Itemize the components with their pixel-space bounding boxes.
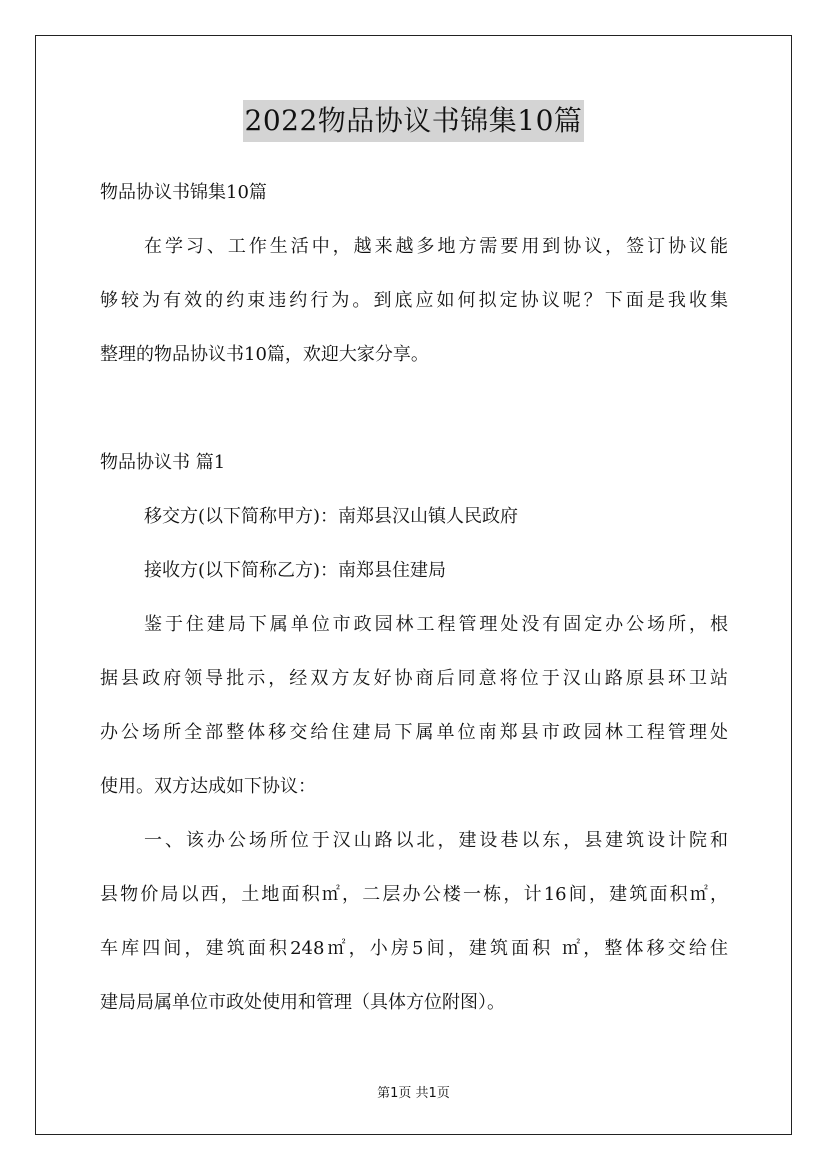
party-a-line: 移交方(以下简称甲方)：南郑县汉山镇人民政府 [144,506,519,527]
paragraph-gap [100,382,728,436]
paragraph-line: 一、该办公场所位于汉山路以北，建设巷以东，县建筑设计院和 [144,830,728,851]
page-footer: 第1页 共1页 [377,1086,450,1101]
paragraph-line: 使用。双方达成如下协议： [100,776,316,797]
intro-line: 够较为有效的约束违约行为。到底应如何拟定协议呢？下面是我收集 [100,290,728,311]
paragraph-line: 县物价局以西，土地面积㎡，二层办公楼一栋，计16间，建筑面积㎡， [100,884,728,905]
party-b-line: 接收方(以下简称乙方)：南郑县住建局 [144,560,447,581]
paragraph-line: 据县政府领导批示，经双方友好协商后同意将位于汉山路原县环卫站 [100,668,728,689]
intro-line: 在学习、工作生活中，越来越多地方需要用到协议，签订协议能 [144,236,728,257]
title-container [0,100,827,142]
paragraph-line: 鉴于住建局下属单位市政园林工程管理处没有固定办公场所，根 [144,614,728,635]
paragraph-line: 建局局属单位市政处使用和管理（具体方位附图）。 [100,992,505,1013]
section-heading: 物品协议书 篇1 [100,452,226,473]
paragraph-line: 办公场所全部整体移交给住建局下属单位南郑县市政园林工程管理处 [100,722,728,743]
document-title: 2022物品协议书锦集10篇 [243,100,585,142]
paragraph-line: 车库四间，建筑面积248㎡，小房5间，建筑面积 ㎡，整体移交给住 [100,938,728,959]
document-subtitle: 物品协议书锦集10篇 [100,182,267,203]
document-body [100,166,728,1030]
intro-line: 整理的物品协议书10篇，欢迎大家分享。 [100,344,429,365]
